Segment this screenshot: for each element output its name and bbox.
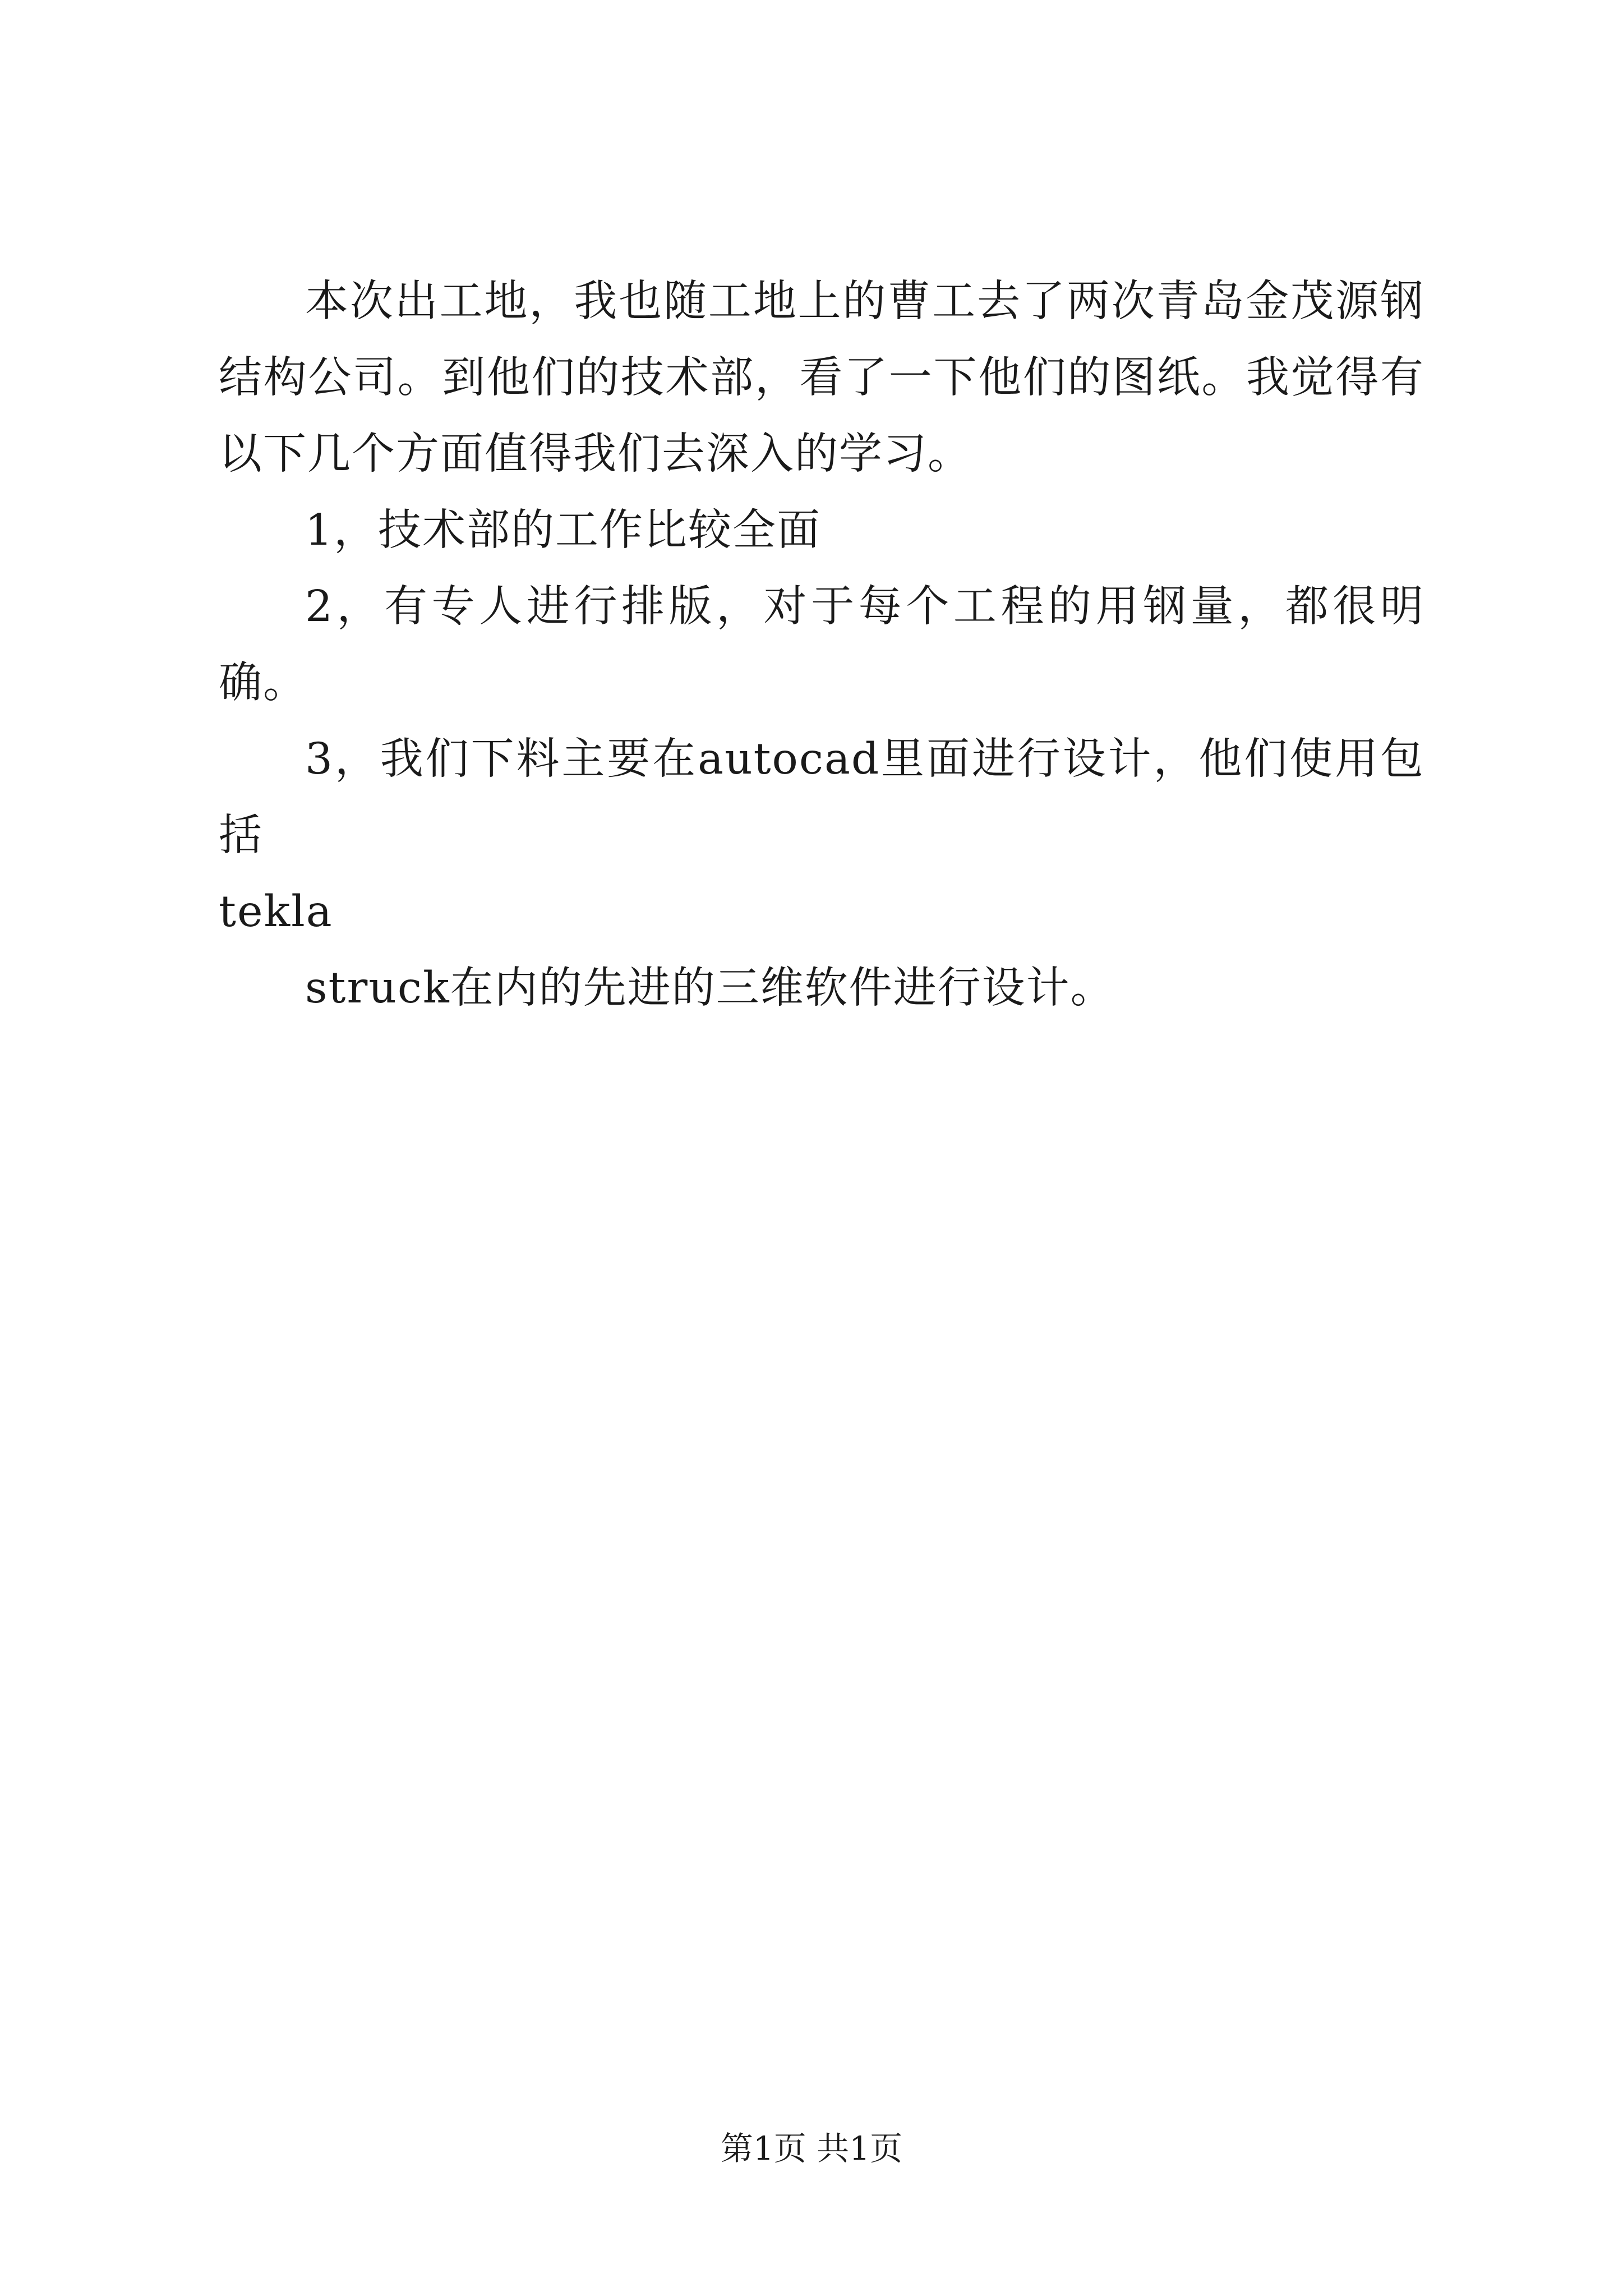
page-footer: 第1页 共1页 <box>720 2129 903 2168</box>
paragraph-point-1: 1，技术部的工作比较全面 <box>305 505 821 555</box>
paragraph-point-3: 3，我们下料主要在autocad里面进行设计，他们使用包括 <box>219 734 1424 861</box>
paragraph-point-3-end: struck在内的先进的三维软件进行设计。 <box>305 963 1115 1013</box>
paragraph-intro: 本次出工地，我也随工地上的曹工去了两次青岛金茂源钢结构公司。到他们的技术部，看了一下他们的图纸。我觉得有以下几个方面值得我们去深入的学习。 <box>219 277 1424 479</box>
paragraph-point-3-continued: tekla <box>219 887 333 937</box>
paragraph-point-2: 2，有专人进行排版，对于每个工程的用钢量，都很明确。 <box>219 582 1424 708</box>
document-body <box>219 264 1424 1027</box>
